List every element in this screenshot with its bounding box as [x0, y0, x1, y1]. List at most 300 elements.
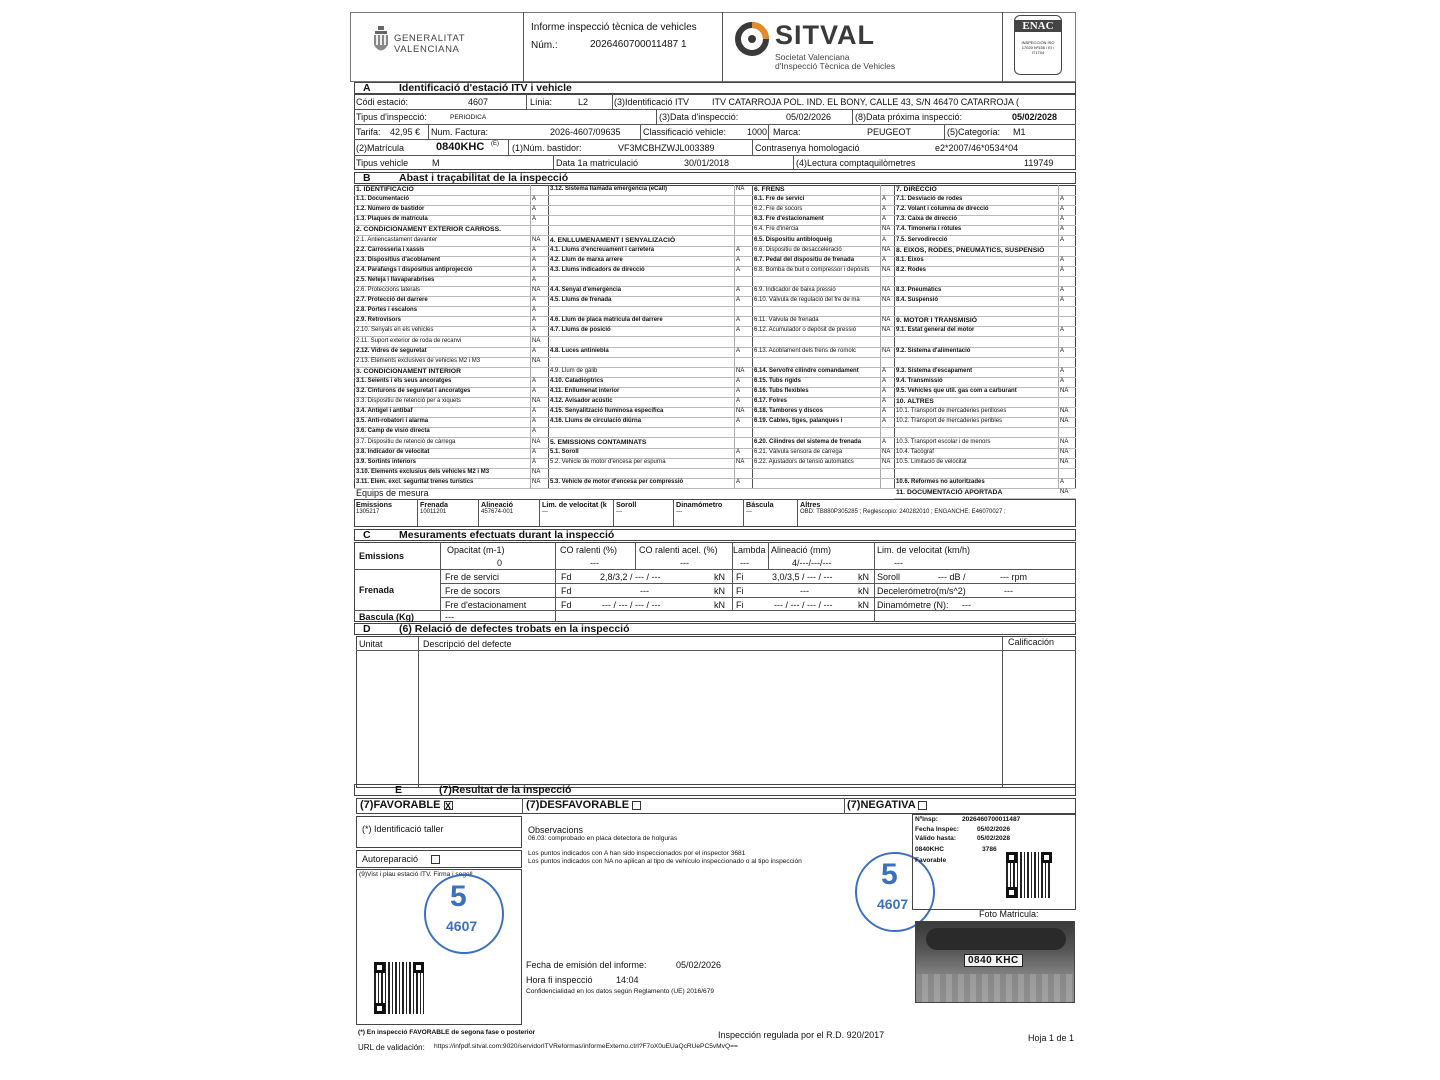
codi-estacio: 4607 — [468, 97, 489, 107]
inspection-item-row — [548, 478, 752, 489]
inspection-item-label: 6.2. Fre de socors — [754, 206, 803, 213]
equips-value: 10011201 — [420, 509, 447, 515]
result-desfavorable[interactable] — [526, 799, 641, 811]
socors-fi: --- — [800, 586, 809, 596]
sitval-sub1: Societat Valenciana — [775, 52, 850, 62]
equips-divider — [743, 499, 744, 527]
inspection-item-value: NA — [1060, 458, 1069, 465]
inspection-item-value: A — [882, 377, 887, 384]
equips-value: 1305217 — [356, 509, 380, 515]
inspection-item-value: A — [882, 388, 887, 394]
section-e-title: (7)Resultat de la inspecció — [439, 784, 572, 796]
inspection-item-label: 7.2. Volant i columna de direcció — [896, 206, 989, 213]
inspection-item-value: NA — [1060, 489, 1069, 495]
co-ral: --- — [590, 558, 599, 568]
inspection-item-value: A — [882, 236, 887, 243]
inspection-item-value: NA — [532, 357, 541, 364]
inspection-item-value: A — [1060, 226, 1065, 233]
bastidor-label: (1)Núm. bastidor: — [512, 143, 582, 153]
categoria: M1 — [1013, 127, 1026, 137]
equips-header: Emissions — [356, 500, 392, 509]
inspection-item-label: 4.4. Senyal d'emergència — [550, 287, 622, 293]
desfavorable-checkbox[interactable] — [632, 801, 641, 810]
servici-fi: 3,0/3,5 / --- / --- — [772, 572, 833, 582]
box-fecha: 05/02/2026 — [977, 826, 1011, 833]
inspection-item-label: 3.8. Indicador de velocitat — [356, 448, 430, 455]
inspection-item-value: A — [736, 287, 741, 293]
tarifa: 42,95 € — [390, 127, 421, 137]
inspection-item-label: 5. EMISSIONS CONTAMINATS — [550, 438, 647, 446]
inspection-item-label: 6.14. Servofré cilindre comandament — [754, 367, 859, 374]
inspection-item-value: A — [736, 327, 741, 334]
inspection-item-label: 7.3. Caixa de direcció — [896, 216, 958, 223]
inspection-item-value: NA — [1060, 408, 1069, 415]
equips-header: Lim. de velocitat (k — [542, 500, 607, 509]
co-acel-label: CO ralenti acel. (%) — [639, 545, 718, 555]
equips-value: --- — [746, 509, 752, 515]
result-row — [356, 798, 1076, 814]
stamp-number-right: 5 — [881, 858, 898, 891]
matricula: 0840KHC — [436, 141, 485, 153]
matricula-label: (2)Matrícula — [356, 143, 405, 153]
inspection-item-value: A — [1060, 478, 1065, 485]
inspection-item-label: 6.10. Vàlvula de regulació del fre de mà — [754, 297, 860, 304]
inspection-item-label: 6.3. Fre d'estacionament — [754, 216, 824, 223]
inspection-item-value: A — [532, 297, 537, 304]
equips-value: --- — [616, 509, 622, 515]
footer-note: (*) En inspecció FAVORABLE de segona fase o posterior — [358, 1029, 536, 1036]
inspection-item-value: A — [1060, 377, 1065, 384]
obs-line-2: Los puntos indicados con A han sido inspeccionados por el inspector 3681 — [528, 850, 746, 857]
section-d-title: (6) Relació de defectes trobats en la inspecció — [399, 623, 630, 635]
dinam: --- — [962, 600, 971, 610]
inspection-item-label: 5.3. Vehicle de motor d'encesa per compressió — [550, 478, 684, 485]
inspection-item-value: NA — [736, 458, 745, 465]
inspection-item-label: 6.1. Fre de servici — [754, 196, 805, 203]
plate-text: 0840 KHC — [964, 954, 1023, 967]
favorable-check-mark: X — [445, 800, 452, 811]
inspection-item-label: 9.2. Sistema d'alimentació — [896, 347, 971, 354]
inspection-item-label: 2.7. Protecció del darrere — [356, 297, 428, 304]
result-desfavorable-label: (7)DESFAVORABLE — [526, 799, 630, 811]
km: 119749 — [1024, 158, 1054, 168]
data-insp-label: (3)Data d'inspecció: — [659, 112, 739, 122]
sitval-name: SITVAL — [775, 20, 875, 50]
inspection-item-label: 5.1. Soroll — [550, 448, 579, 455]
equips-divider — [613, 499, 614, 527]
hora: 14:04 — [616, 975, 639, 985]
foto-label: Foto Matricula: — [979, 909, 1039, 919]
defects-col-unitat: Unitat — [359, 639, 383, 649]
qr-code-left — [374, 962, 424, 1014]
defects-col-desc: Descripció del defecte — [423, 639, 512, 649]
homolog: e2*2007/46*0534*04 — [935, 143, 1019, 153]
enac-logo — [1014, 15, 1062, 75]
km-label: (4)Lectura comptaquilòmetres — [796, 158, 916, 168]
inspection-item-value: A — [532, 347, 537, 354]
equips-value: OBD: TB880P305285 ; Reglescopio: 240282010 ; ENGANCHE: E46070027 ; — [800, 509, 1006, 515]
enac-name: ENAC — [1015, 20, 1061, 32]
inspection-item-label: 6.9. Indicador de baixa pressió — [754, 287, 836, 293]
fecha-emision-label: Fecha de emisión del informe: — [526, 960, 647, 970]
inspection-item-label: 10.2. Transport de mercaderies peribles — [896, 418, 1003, 425]
inspection-item-value: A — [532, 448, 537, 455]
tarifa-label: Tarifa: — [356, 127, 381, 137]
inspection-item-label: 6.18. Tambores y discos — [754, 408, 823, 415]
equips-header: Dinamómetro — [676, 500, 723, 509]
inspection-item-label: 4.16. Llums de circulació diürna — [550, 418, 642, 425]
section-e-letter: E — [395, 784, 403, 796]
inspection-item-value: NA — [532, 468, 541, 475]
autoreparacio[interactable] — [362, 854, 440, 864]
inspection-item-label: 4. ENLLUMENAMENT I SENYALIZACIÓ — [550, 236, 676, 244]
inspection-item-value: A — [882, 216, 887, 223]
inspection-item-value: NA — [532, 287, 541, 293]
decel-label: Decelerómetro(m/s^2) — [877, 586, 966, 596]
inspection-item-value: A — [532, 428, 537, 435]
section-c-header — [354, 529, 1076, 541]
inspection-item-label: 6.16. Tubs flexibles — [754, 388, 809, 394]
fecha-emision: 05/02/2026 — [676, 960, 722, 970]
equips-header: Alineació — [481, 500, 513, 509]
socors-fi-unit: kN — [858, 586, 869, 596]
num-factura: 2026-4607/09635 — [550, 127, 621, 137]
inspection-item-value: NA — [736, 367, 745, 374]
inspection-item-value: NA — [882, 246, 891, 253]
co-acel: --- — [680, 558, 689, 568]
inspection-item-value: A — [1060, 347, 1065, 354]
result-favorable[interactable] — [360, 799, 453, 811]
inspection-item-label: 3.5. Anti-robatori i alarma — [356, 418, 429, 425]
socors-fd-label: Fd — [561, 586, 572, 596]
hora-label: Hora fi inspecció — [526, 975, 593, 985]
inspection-item-label: 3.12. Sistema llamada emergencia (eCall) — [550, 186, 668, 192]
dinam-label: Dinamómetre (N): — [877, 600, 949, 610]
footer-url[interactable]: https://infpdf.sitval.com:9020/servidorITVReformas/informeExterno.ctrl?F7oX0uEUaQcRUePC5vMvQ== — [434, 1043, 738, 1050]
inspection-item-label: 9.3. Sistema d'escapament — [896, 367, 973, 374]
inspection-item-label: 9. MOTOR I TRANSMISIÓ — [896, 317, 978, 325]
matricula-suffix: (E) — [491, 141, 499, 147]
inspection-report — [350, 12, 1080, 1052]
inspection-item-value: NA — [882, 226, 891, 233]
negativa-checkbox[interactable] — [918, 801, 927, 810]
inspection-item-label: 2.3. Dispositius d'acoblament — [356, 256, 441, 263]
inspection-item-label: 8.3. Pneumàtics — [896, 287, 942, 293]
section-d-letter: D — [363, 623, 371, 635]
autoreparacio-label: Autoreparació — [362, 854, 419, 864]
stamp-code-left: 4607 — [446, 918, 478, 934]
inspection-item-value: NA — [736, 186, 745, 192]
plate-photo — [915, 921, 1075, 1003]
inspection-item-label: 10.6. Reformes no autoritzades — [896, 478, 985, 485]
inspection-item-label: 3.1. Seients i els seus ancoratges — [356, 377, 452, 384]
inspection-item-value: A — [736, 398, 741, 405]
opacitat: 0 — [497, 558, 503, 568]
inspection-item-label: 6.4. Fre d'inèrcia — [754, 226, 799, 233]
box-fecha-label: Fecha Inspec: — [915, 826, 959, 833]
marca: PEUGEOT — [867, 127, 912, 137]
inspection-item-value: A — [532, 458, 537, 465]
report-title: Informe inspecció tècnica de vehicles — [531, 22, 697, 33]
inspection-item-value: NA — [1060, 448, 1069, 455]
section-a-letter: A — [363, 82, 371, 94]
box-ninsp: 2026460700011487 — [962, 816, 1021, 823]
inspection-item-label: 3.9. Sortints interiors — [356, 458, 417, 465]
inspection-item-label: 6.22. Ajustadors de tensió automàtics — [754, 458, 854, 465]
inspection-item-value: A — [532, 317, 537, 324]
equips-divider — [478, 499, 479, 527]
inspection-item-label: 6.6. Dispositiu de desacceleració — [754, 246, 842, 253]
inspection-item-label: 6.5. Dispositiu antibloqueig — [754, 236, 833, 243]
inspection-item-value: A — [532, 276, 537, 283]
bastidor: VF3MCBHZWJL003389 — [618, 143, 715, 153]
inspection-item-value: A — [1060, 236, 1065, 243]
estac-fi: --- / --- / --- / --- — [774, 600, 833, 610]
inspection-item-value: NA — [532, 236, 541, 243]
homolog-label: Contrasenya homologació — [755, 143, 860, 153]
inspection-item-value: A — [736, 256, 741, 263]
inspection-item-value: NA — [736, 408, 745, 415]
result-favorable-label: (7)FAVORABLE — [360, 799, 441, 811]
report-num: 2026460700011487 1 — [590, 39, 687, 50]
inspection-item-label: 5.2. Vehicle de motor d'encesa per espurna — [550, 458, 666, 465]
inspection-item-value: A — [882, 398, 887, 405]
section-b-header — [354, 172, 1076, 184]
inspection-item-value: NA — [1060, 418, 1069, 425]
servici-fd: 2,8/3,2 / --- / --- — [600, 572, 661, 582]
result-negativa-label: (7)NEGATIVA — [847, 799, 916, 811]
inspection-item-value: A — [736, 317, 741, 324]
equips-header: Frenada — [420, 500, 448, 509]
inspection-item-label: 4.7. Llums de posició — [550, 327, 611, 334]
inspection-item-label: 10.3. Transport escolar i de menors — [896, 438, 991, 445]
inspection-item-value: A — [532, 266, 537, 273]
codi-estacio-label: Códi estació: — [356, 97, 409, 107]
equips-value: --- — [542, 509, 548, 515]
servici-fi-unit: kN — [858, 572, 869, 582]
inspection-item-value: A — [532, 246, 537, 253]
inspection-item-label: 1.2. Número de bastidor — [356, 206, 425, 213]
inspection-item-label: 9.1. Estat general del motor — [896, 327, 975, 334]
inspection-item-value: NA — [882, 297, 891, 304]
classif: 1000 — [747, 127, 768, 137]
equips-header: Soroll — [616, 500, 637, 509]
inspection-item-label: 6.19. Cables, tiges, palanques i — [754, 418, 843, 425]
inspection-item-label: 7.4. Timoneria i ròtules — [896, 226, 962, 233]
classif-label: Classificació vehicle: — [643, 127, 727, 137]
estac-fi-unit: kN — [858, 600, 869, 610]
confid: Confidencialidad en los datos según Reglamento (UE) 2016/679 — [526, 988, 715, 995]
inspection-item-value: NA — [532, 438, 541, 445]
inspection-item-label: 8.4. Suspensió — [896, 297, 939, 304]
inspection-item-value: A — [736, 297, 741, 304]
ident-taller: (*) Identificació taller — [362, 824, 444, 834]
soroll-rpm: --- rpm — [1000, 572, 1027, 582]
estac-fi-label: Fi — [736, 600, 744, 610]
gva-crest-icon — [372, 26, 390, 58]
inspection-item-value: A — [882, 206, 887, 213]
frenada-label: Frenada — [359, 585, 395, 595]
inspection-item-label: 3.7. Dispositiu de retenció de càrrega — [356, 438, 456, 445]
data-insp: 05/02/2026 — [786, 112, 832, 122]
lim-vel: --- — [894, 558, 903, 568]
tipus-insp: PERIODICA — [450, 114, 487, 121]
data-prox: 05/02/2028 — [1012, 112, 1058, 122]
inspection-item-label: 6.20. Cilindres del sistema de frenada — [754, 438, 862, 445]
inspection-item-label: 4.12. Avisador acústic — [550, 398, 613, 405]
inspection-item-label: 11. DOCUMENTACIÓ APORTADA — [896, 489, 1003, 496]
inspection-item-value: A — [532, 206, 537, 213]
defects-col-calif: Calificación — [1008, 637, 1055, 647]
inspection-item-label: 6.12. Acumulador o depòsit de pressió — [754, 327, 857, 334]
inspection-item-label: 4.6. Llum de placa matrícula del darrere — [550, 317, 663, 324]
inspection-item-label: 10.4. Tacògraf — [896, 448, 934, 455]
inspection-item-label: 6.11. Vàlvula de frenada — [754, 317, 819, 324]
footer-url-label: URL de validación: — [358, 1043, 425, 1052]
inspection-item-value: A — [1060, 256, 1065, 263]
soroll-label: Soroll — [877, 572, 901, 582]
bascula: --- — [445, 612, 454, 622]
inspection-item-label: 4.2. Llum de marxa arrere — [550, 256, 623, 263]
inspection-item-label: 6.21. Vàlvula sensora de càrrega — [754, 448, 843, 455]
marca-label: Marca: — [773, 127, 801, 137]
inspection-item-label: 6.7. Pedal del dispositiu de frenada — [754, 256, 855, 263]
inspection-item-value: A — [1060, 327, 1065, 334]
inspection-item-value: A — [736, 388, 741, 394]
equips-row — [354, 499, 1076, 527]
box-valido: 05/02/2028 — [977, 835, 1011, 842]
inspection-item-value: NA — [882, 458, 891, 465]
inspection-item-label: 8. EIXOS, RODES, PNEUMÀTICS, SUSPENSIÓ — [896, 246, 1045, 254]
socors-fi-label: Fi — [736, 586, 744, 596]
inspection-item-label: 4.15. Senyalització lluminosa específica — [550, 408, 664, 415]
emissions-label: Emissions — [359, 551, 405, 561]
inspection-item-label: 2. CONDICIONAMENT EXTERIOR CARROSS. — [356, 226, 502, 234]
inspection-item-value: A — [882, 256, 887, 263]
inspection-item-label: 3.10. Elements exclusius dels vehicles M2 i M3 — [356, 468, 490, 475]
inspection-item-row — [894, 488, 1076, 499]
gva-logo — [372, 24, 522, 64]
inspection-item-value: A — [1060, 287, 1065, 293]
inspection-item-label: 4.3. Llums indicadors de direcció — [550, 266, 645, 273]
inspection-item-value: A — [532, 307, 537, 314]
co-ral-label: CO ralenti (%) — [560, 545, 618, 555]
inspection-item-value: A — [736, 478, 741, 485]
box-matricula: 0840KHC — [915, 846, 944, 853]
inspection-item-label: 2.13. Elements exclusives de vehicles M2 i M3 — [356, 357, 481, 364]
box-result: Favorable — [915, 857, 947, 864]
footer-page: Hoja 1 de 1 — [1028, 1033, 1075, 1043]
tipus-insp-label: Tipus d'inspecció: — [356, 112, 427, 122]
equips-value: --- — [676, 509, 682, 515]
visti-plau: (9)Vist i plau estació ITV. Firma i segell — [359, 871, 473, 878]
inspection-item-value: A — [736, 448, 741, 455]
servici-fd-unit: kN — [714, 572, 725, 582]
inspection-item-label: 6. FRENS — [754, 186, 785, 193]
qr-code-right — [1006, 852, 1052, 898]
inspection-item-value: A — [736, 246, 741, 253]
inspection-item-value: A — [532, 256, 537, 263]
observacions-title: Observacions — [528, 825, 584, 835]
inspection-item-value: A — [882, 367, 887, 374]
inspection-item-label: 7.5. Servodirecció — [896, 236, 948, 243]
inspection-item-label: 6.13. Acoblament dels frens de romolc — [754, 347, 857, 354]
section-d-header — [354, 623, 1076, 635]
inspection-item-value: NA — [1060, 388, 1069, 394]
inspection-item-label: 4.1. Llums d'encreuament i carretera — [550, 246, 655, 253]
section-a-header — [354, 82, 1076, 94]
stamp-code-right: 4607 — [877, 896, 909, 912]
inspection-item-label: 4.5. Llums de frenada — [550, 297, 612, 304]
inspection-item-label: 3.4. Antigel i antibaf — [356, 408, 413, 415]
fre-estac-label: Fre d'estacionament — [445, 600, 527, 610]
lambda: --- — [740, 558, 749, 568]
autoreparacio-checkbox[interactable] — [431, 855, 440, 864]
inspection-item-label: 10.5. Limitació de velocitat — [896, 458, 967, 465]
estac-fd-unit: kN — [714, 600, 725, 610]
inspection-item-label: 2.8. Portes i escalons — [356, 307, 418, 314]
equips-divider — [539, 499, 540, 527]
sitval-wheel-icon — [735, 22, 769, 56]
obs-line-1: 06.03: comprobado en placa detectora de holguras — [528, 835, 678, 842]
favorable-checkbox[interactable] — [444, 801, 453, 810]
inspection-item-label: 4.10. Catadiòptrics — [550, 377, 604, 384]
tipus-veh: M — [432, 158, 440, 168]
inspection-item-value: A — [736, 418, 741, 425]
result-negativa[interactable] — [847, 799, 927, 811]
inspection-item-label: 2.12. Vidres de seguretat — [356, 347, 427, 354]
inspection-item-value: A — [1060, 216, 1065, 223]
inspection-item-value: NA — [1060, 438, 1069, 445]
inspection-item-value: A — [532, 327, 537, 334]
section-b-letter: B — [363, 172, 371, 184]
bascula-label: Bascula (Kg) — [359, 612, 415, 622]
linia-label: Línia: — [530, 97, 553, 107]
inspection-item-label: 7.1. Desviació de rodes — [896, 196, 963, 203]
categoria-label: (5)Categoría: — [947, 127, 1001, 137]
inspection-item-label: 8.2. Rodes — [896, 266, 927, 273]
inspection-item-value: A — [882, 418, 887, 425]
linia: L2 — [578, 97, 589, 107]
equips-divider — [797, 499, 798, 527]
inspection-item-value: A — [1060, 196, 1065, 203]
estac-fd: --- / --- / --- / --- — [602, 600, 661, 610]
inspection-item-value: A — [1060, 206, 1065, 213]
ident-itv-label: (3)Identificació ITV — [614, 97, 690, 107]
socors-fd: --- — [640, 586, 649, 596]
obs-line-3: Los puntos indicados con NA no aplican al tipo de vehículo inspeccionado o al tipo inspección — [528, 858, 802, 865]
inspection-item-label: 4.9. Llum de gàlib — [550, 367, 598, 374]
box-valido-label: Válido hasta: — [915, 835, 957, 842]
inspection-item-label: 3.3. Dispositiu de retenció per a xiquets — [356, 398, 462, 405]
inspection-item-label: 2.4. Parafangs i dispositius antiprojecció — [356, 266, 473, 273]
inspection-item-value: A — [532, 418, 537, 425]
report-num-label: Núm.: — [531, 40, 558, 51]
alineacio-label: Alineació (mm) — [771, 545, 832, 555]
inspection-item-label: 1.1. Documentació — [356, 196, 410, 203]
inspection-item-label: 2.10. Senyals en els vehicles — [356, 327, 434, 334]
equips-title: Equips de mesura — [356, 488, 429, 498]
inspection-item-value: NA — [882, 287, 891, 293]
inspection-item-label: 2.9. Retrovisors — [356, 317, 402, 324]
inspection-item-label: 2.1. Antiencastament davanter — [356, 236, 438, 243]
sitval-sub2: d'Inspecció Tècnica de Vehicles — [775, 61, 896, 71]
inspection-item-value: A — [882, 408, 887, 415]
defects-table — [356, 636, 1076, 788]
inspection-item-label: 3. CONDICIONAMENT INTERIOR — [356, 367, 461, 375]
inspection-item-label: 2.5. Neteja i llavaparabrises — [356, 276, 435, 283]
inspection-item-label: 6.15. Tubs rígids — [754, 377, 801, 384]
